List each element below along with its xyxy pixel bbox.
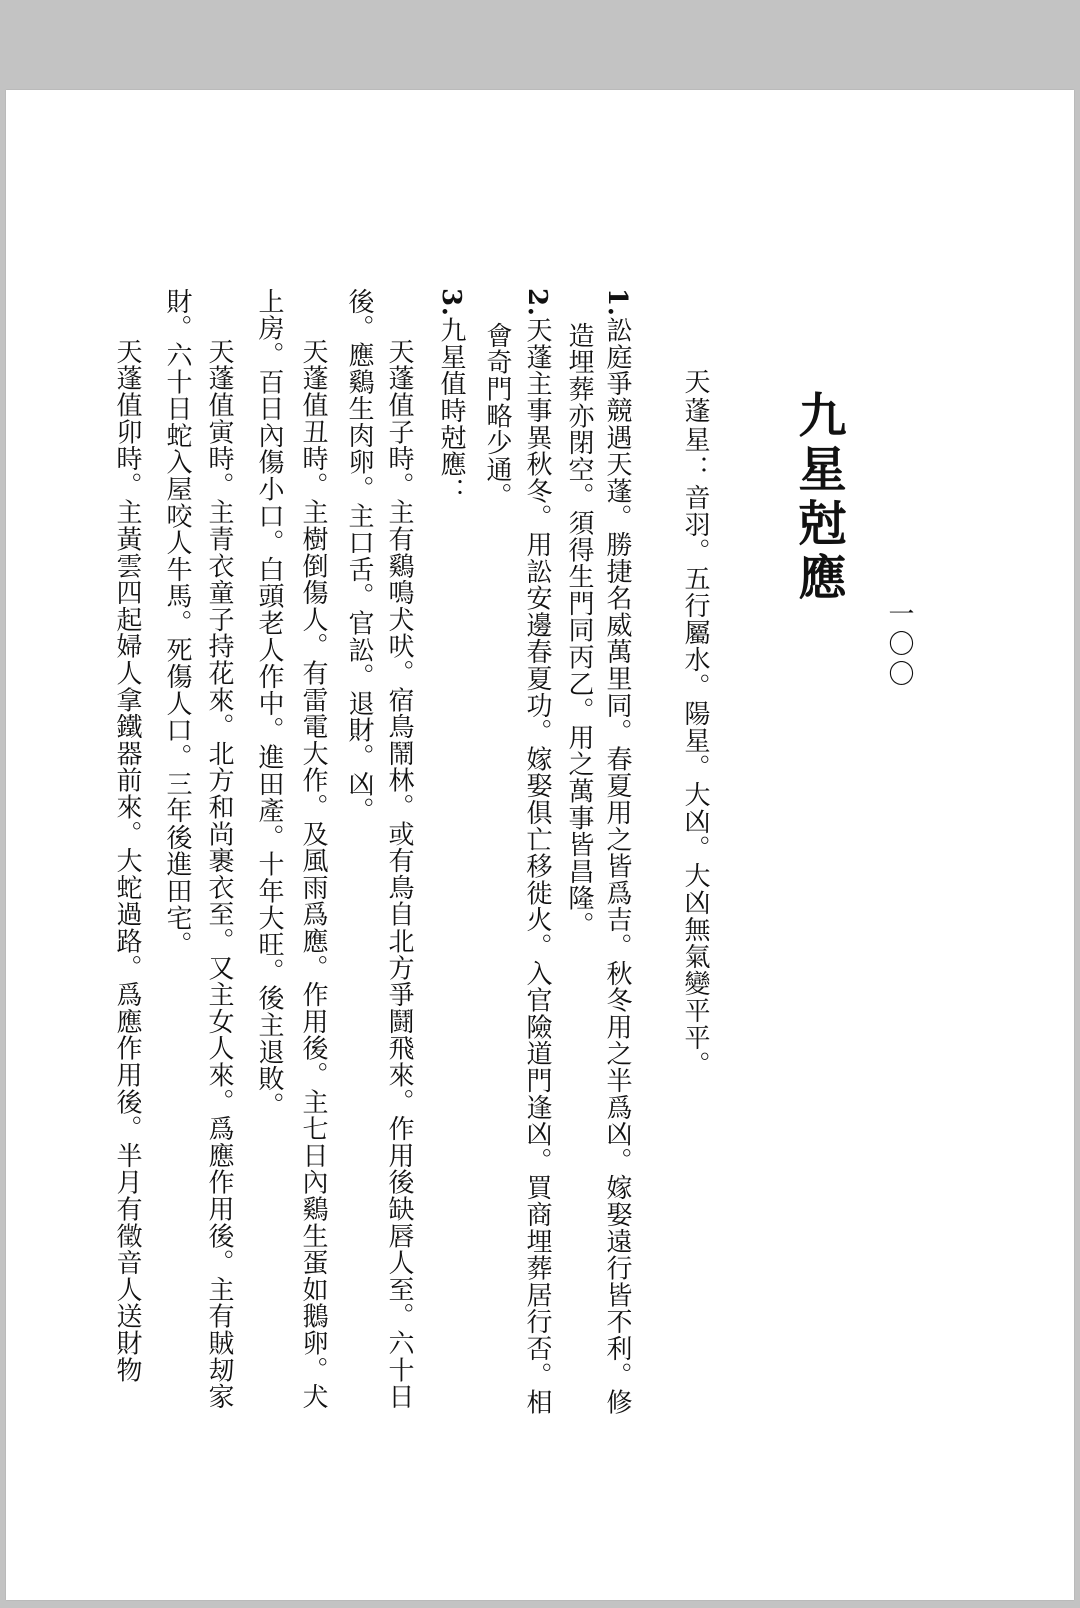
section-1-text-1: 訟庭爭競遇天蓬。勝捷名威萬里同。春夏用之皆爲吉。秋冬用之半爲凶。嫁娶遠行皆不利。修 — [602, 316, 632, 1416]
section-3-heading-text: 九星值時尅應： — [436, 316, 466, 505]
section-2-number: 2. — [522, 288, 552, 317]
star-name-label: 天蓬星： — [680, 368, 710, 484]
paragraph-chou-line-1: 天蓬值丑時。主樹倒傷人。有雷電大作。及風雨爲應。作用後。主七日內鷄生蛋如鵝卵。犬 — [298, 338, 328, 1410]
page-number: 一〇〇 — [884, 600, 914, 690]
subtitle-line — [682, 368, 708, 1078]
section-2-text-1: 天蓬主事異秋冬。用訟安邊春夏功。嫁娶俱亡移徙火。入官險道門逢凶。買商埋葬居行否。相 — [522, 316, 552, 1416]
section-3-number: 3. — [436, 288, 466, 317]
section-1-number: 1. — [602, 288, 632, 317]
section-1-line-1 — [604, 288, 630, 1416]
section-2-line-1 — [524, 288, 550, 1416]
star-description: 音羽。五行屬水。陽星。大凶。大凶無氣變平平。 — [680, 484, 710, 1078]
paragraph-mao-line-1: 天蓬值卯時。主黃雲四起婦人拿鐵器前來。大蛇過路。爲應作用後。半月有徵音人送財物 — [112, 338, 142, 1384]
paragraph-yin-line-1: 天蓬值寅時。主青衣童子持花來。北方和尚裹衣至。又主女人來。爲應作用後。主有賊刼家 — [204, 338, 234, 1410]
section-2-line-2: 會奇門略少通。 — [482, 322, 512, 510]
page-title: 九星尅應 — [790, 390, 846, 606]
section-3-heading — [438, 288, 464, 504]
paragraph-chou-line-2: 上房。百日內傷小口。白頭老人作中。進田產。十年大旺。後主退敗。 — [254, 288, 284, 1119]
book-page — [6, 90, 1074, 1600]
paragraph-zi-line-1: 天蓬值子時。主有鷄鳴犬吠。宿鳥鬧林。或有鳥自北方爭鬪飛來。作用後缺唇人至。六十日 — [384, 338, 414, 1410]
section-1-line-2: 造埋葬亦閉空。須得生門同丙乙。用之萬事皆昌隆。 — [564, 322, 594, 939]
paragraph-zi-line-2: 後。應鷄生肉卵。主口舌。官訟。退財。凶。 — [344, 288, 374, 824]
paragraph-yin-line-2: 財。六十日蛇入屋咬人牛馬。死傷人口。三年後進田宅。 — [162, 288, 192, 958]
